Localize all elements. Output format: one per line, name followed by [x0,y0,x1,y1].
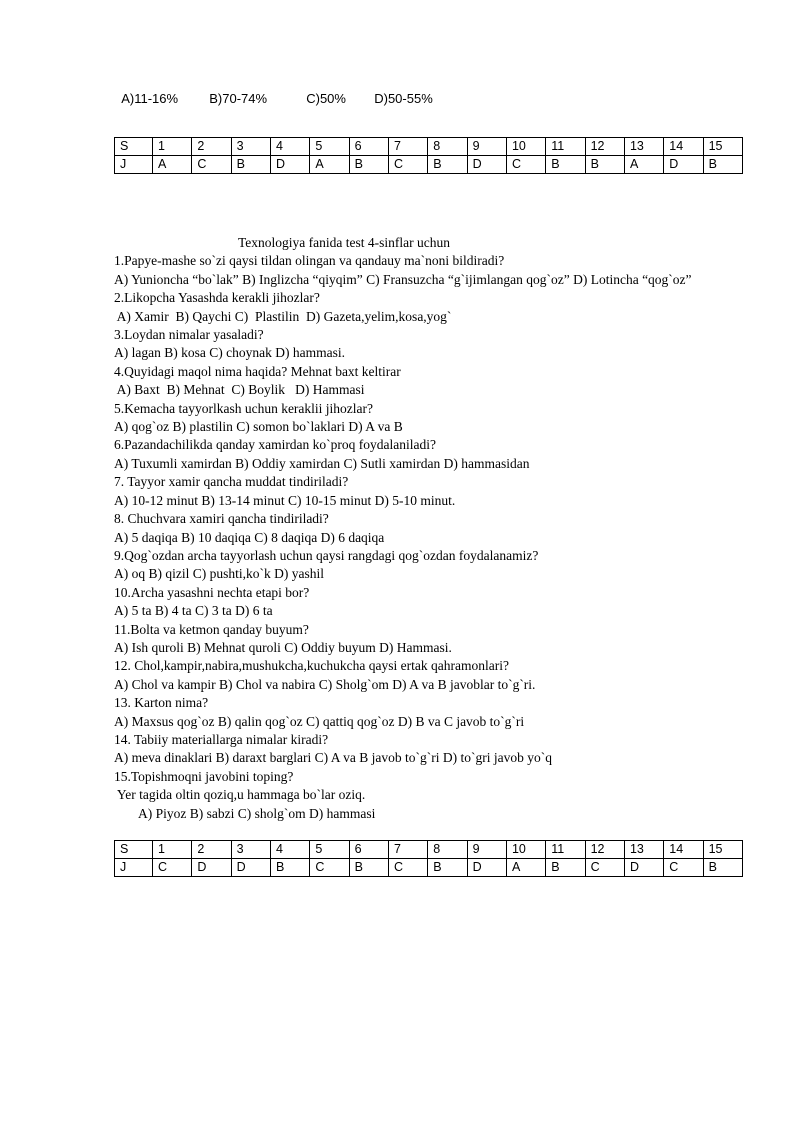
table-cell: 2 [192,841,231,859]
answer-line: A) 5 daqiqa B) 10 daqiqa C) 8 daqiqa D) 6 daqiqa [114,529,385,545]
table-cell: B [349,156,388,174]
test-title: Texnologiya fanida test 4-sinflar uchun [238,235,450,250]
table-cell: D [664,156,703,174]
table-cell: D [231,859,270,877]
table-cell: J [115,859,153,877]
table-cell: C [506,156,545,174]
top-answer-options [114,76,433,106]
question-line: 15.Topishmoqni javobini toping? [114,768,294,784]
option-a: A)11-16% [121,91,179,106]
table-cell: S [115,841,153,859]
answer-line: A) Maxsus qog`oz B) qalin qog`oz C) qattiq qog`oz D) B va C javob to`g`ri [114,713,525,729]
table-cell: 9 [467,841,506,859]
table-cell: B [231,156,270,174]
table-cell: D [624,859,663,877]
table-cell: 7 [388,138,427,156]
table-cell: 2 [192,138,231,156]
table-cell: 11 [546,841,585,859]
answer-line: A) Xamir B) Qaychi C) Plastilin D) Gazeta,yelim,kosa,yog` [114,308,452,324]
answer-line: A) 5 ta B) 4 ta C) 3 ta D) 6 ta [114,603,273,619]
answer-line: A) meva dinaklari B) daraxt barglari C) A va B javob to`g`ri D) to`gri javob yo`q [114,750,553,766]
table-cell: A [153,156,192,174]
table-cell: A [310,156,349,174]
table-cell: 1 [153,138,192,156]
table-cell: D [192,859,231,877]
table-cell: 12 [585,841,624,859]
table-cell: 6 [349,841,388,859]
question-line: 2.Likopcha Yasashda kerakli jihozlar? [114,290,320,306]
table-cell: B [546,859,585,877]
table-cell: B [428,859,467,877]
table-cell: C [388,156,427,174]
table-cell: C [388,859,427,877]
table-cell: 4 [270,138,309,156]
table-cell: 11 [546,138,585,156]
table-cell: D [467,859,506,877]
question-line: 14. Tabiiy materiallarga nimalar kiradi? [114,731,329,747]
table-cell: A [506,859,545,877]
table-cell: C [192,156,231,174]
table-cell: B [546,156,585,174]
table-cell: 10 [506,841,545,859]
table-cell: C [664,859,703,877]
table-cell: C [310,859,349,877]
table-cell: B [703,859,742,877]
answer-line: A) Yunioncha “bo`lak” B) Inglizcha “qiyqim” C) Fransuzcha “g`ijimlangan qog`oz” D) Lotincha “qog`oz” [114,271,692,287]
table-cell: 14 [664,138,703,156]
table-cell: 3 [231,841,270,859]
table-cell: 6 [349,138,388,156]
table-cell: B [349,859,388,877]
question-line: 9.Qog`ozdan archa tayyorlash uchun qaysi rangdagi qog`ozdan foydalanamiz? [114,547,539,563]
table-cell: J [115,156,153,174]
table-cell: 12 [585,138,624,156]
table-cell: B [585,156,624,174]
question-line: 7. Tayyor xamir qancha muddat tindiriladi? [114,474,349,490]
table-cell: B [428,156,467,174]
option-d: D)50-55% [374,91,433,106]
answer-key-table-1 [114,137,743,174]
table-cell: 4 [270,841,309,859]
answer-line: A) 10-12 minut B) 13-14 minut C) 10-15 minut D) 5-10 minut. [114,492,456,508]
table-cell: 7 [388,841,427,859]
table-cell: 1 [153,841,192,859]
answer-line: A) Tuxumli xamirdan B) Oddiy xamirdan C) Sutli xamirdan D) hammasidan [114,455,530,471]
option-c: C)50% [306,91,346,106]
question-line: 6.Pazandachilikda qanday xamirdan ko`proq foydalaniladi? [114,437,437,453]
table-cell: C [153,859,192,877]
answer-line: A) lagan B) kosa C) choynak D) hammasi. [114,345,345,361]
table-cell: 13 [624,841,663,859]
table-row-answers [115,859,743,877]
question-line: 12. Chol,kampir,nabira,mushukcha,kuchukcha qaysi ertak qahramonlari? [114,658,509,674]
table-cell: 13 [624,138,663,156]
table-cell: 15 [703,841,742,859]
table-cell: D [270,156,309,174]
question-line: 3.Loydan nimalar yasaladi? [114,327,264,343]
test-section [114,234,744,823]
option-b: B)70-74% [209,91,268,106]
answer-key-table-2 [114,840,743,877]
table-cell: B [270,859,309,877]
table-row-questions [115,841,743,859]
table-cell: B [703,156,742,174]
table-cell: A [624,156,663,174]
table-cell: D [467,156,506,174]
answer-line: A) oq B) qizil C) pushti,ko`k D) yashil [114,566,324,582]
table-cell: 8 [428,138,467,156]
table-cell: S [115,138,153,156]
table-cell: 5 [310,841,349,859]
question-line: 8. Chuchvara xamiri qancha tindiriladi? [114,511,329,527]
table-cell: 9 [467,138,506,156]
answer-line: A) Baxt B) Mehnat C) Boylik D) Hammasi [114,382,365,398]
answer-line: A) Piyoz B) sabzi C) sholg`om D) hammasi [138,805,376,821]
table-cell: 15 [703,138,742,156]
question-line: 5.Kemacha tayyorlkash uchun keraklii jihozlar? [114,400,374,416]
table-cell: 3 [231,138,270,156]
question-line: 10.Archa yasashni nechta etapi bor? [114,584,310,600]
table-cell: 14 [664,841,703,859]
question-line: 13. Karton nima? [114,695,209,711]
answer-line: A) qog`oz B) plastilin C) somon bo`laklari D) A va B [114,419,403,435]
answer-line: A) Ish quroli B) Mehnat quroli C) Oddiy buyum D) Hammasi. [114,639,452,655]
question-line: 1.Papye-mashe so`zi qaysi tildan olingan va qandauy ma`noni bildiradi? [114,253,505,269]
table-row-questions [115,138,743,156]
table-cell: 8 [428,841,467,859]
table-cell: 5 [310,138,349,156]
table-cell: C [585,859,624,877]
answer-line: A) Chol va kampir B) Chol va nabira C) Sholg`om D) A va B javoblar to`g`ri. [114,676,536,692]
table-row-answers [115,156,743,174]
table-cell: 10 [506,138,545,156]
question-line: 4.Quyidagi maqol nima haqida? Mehnat baxt keltirar [114,363,401,379]
question-line: 11.Bolta va ketmon qanday buyum? [114,621,309,637]
riddle-line: Yer tagida oltin qoziq,u hammaga bo`lar oziq. [114,787,366,803]
